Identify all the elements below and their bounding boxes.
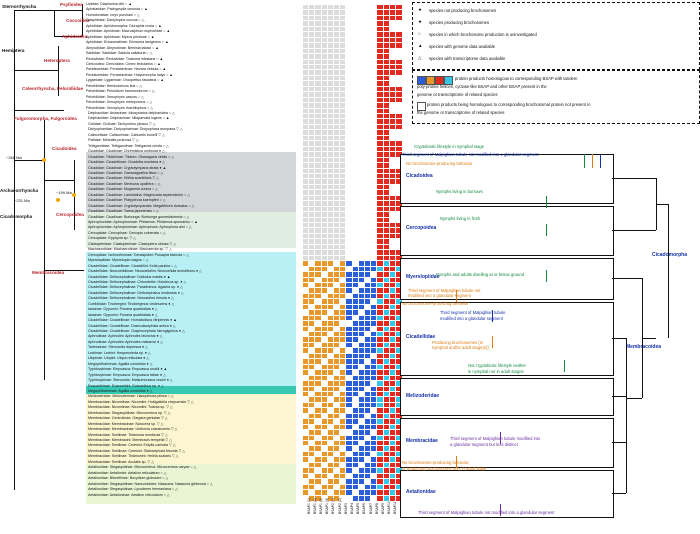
taxon-label: Cicadellidae: Cicadellinae: Homalodisca vitripennis ● ▲ — [88, 318, 177, 323]
rp-annotation: Third segment of Malpighian tubule not modified into a glandular segment — [402, 152, 539, 157]
taxon-label: Cicadellidae: Cicadellinae: Draeculacephala antica ● △ — [88, 323, 176, 328]
matrix-column-label: BSAP5 — [356, 503, 361, 514]
taxon-label: Delphacidae: Asiracinae: Idiosystatus delphacidea ○ △ — [88, 111, 175, 115]
taxon-label: Membracidae: Nicomiinae: Nicomiini: Holdgatiella chepuensis ▽ △ — [88, 399, 194, 404]
taxon-label: Machaerotidae: Machaerotinae: Machaerota sp. ▽ △ — [88, 247, 172, 252]
age-label-268: ~268 Ma — [6, 155, 22, 160]
taxon-label: Melizoderidae: Melizoderinae: Llanquihuea pilosa ○ △ — [88, 394, 174, 399]
tree-branch — [14, 110, 64, 111]
rp-name-cicadellidae: Cicadellidae — [406, 334, 436, 340]
clade-label-fulgoromorpha: Fulgoromorpha, Fulgoroidea — [14, 116, 77, 121]
matrix-column-label: BSAP6 — [362, 503, 367, 514]
color-legend-line-5: the genome or transcriptome of related species — [417, 110, 505, 115]
matrix-column-label: BSAP1 (1) — [306, 497, 311, 514]
taxon-label: Peloridiidae: Xenophyes cascus ○ △ — [86, 94, 144, 99]
bsap-presence-matrix — [300, 2, 408, 514]
taxon-label: Tartessinae: Stenocotis depressa ● △ — [88, 345, 148, 350]
taxon-label: Diaspididae: Dactylopius coccus ○ △ — [86, 18, 145, 23]
rp-name-membracidae: Membracidae — [406, 438, 438, 444]
color-legend-line-4: protein products being homologous to corresponding brochosomal protein not present in — [427, 102, 591, 107]
taxon-label: Cixiidae: Cixiinae: Tachycixius pilosus ▽ △ — [88, 121, 156, 126]
rp-annotation: Nymphs and adults dwelling at or below ground — [436, 272, 524, 277]
rp-annotation: nymphal and/or adult stage(s)) — [432, 345, 489, 350]
age-label-199: ~199 Ma — [56, 190, 72, 195]
legend-symbol-open: ○ — [418, 31, 421, 36]
taxon-label: Coelidiidae: Tinobregmi: Tinobregmus viridescens ● △ — [88, 301, 175, 306]
rp-annotation: Third segment of Malpighian tubule not modified into a glandular segment — [418, 510, 555, 515]
matrix-column-label: BSAP7 — [368, 503, 373, 514]
taxon-label: Aphrophoridae: Aphrophorinae: Philaenus: Philaenus spumarius ○ ▲ — [88, 220, 198, 224]
taxon-label: Cicadidae: Cicadinae: Burbunga: Burbunga gunnedahensis ○ △ — [88, 214, 190, 219]
legend-symbol-filled: ★ — [418, 7, 423, 12]
taxon-label: Pentatomidae: Pentatominae: Halyomorpha halys ○ ▲ — [86, 72, 173, 77]
taxon-label: Cicadellidae: Deltocephalinae: Nesosteles hirsuta ● △ — [88, 296, 174, 301]
taxon-label: Cicadellidae: Cicadellinae: Cicadellini: Kolla paulula ○ △ — [88, 263, 178, 268]
taxon-label: Aphrodinae: Aphrodini: Aphrodes makarovi ● △ — [88, 339, 164, 344]
taxon-label: Cicadellidae: Deltocephalinae: Paraliminus: Agasha sp. ● △ — [88, 285, 183, 290]
taxon-label: Cicadidae: Cicadinae: Lamotialna: Magicicada septendecim ○ △ — [88, 192, 191, 197]
clade-label-cicadoidea: Cicadoidea — [52, 146, 77, 151]
legend-symbol-text: species with genome data available — [429, 44, 496, 49]
taxon-label: Membracidae: Membracinae: Notocera sp. ▽ △ — [88, 421, 164, 426]
taxon-label: Evacanthinae: Evacanthini: Evacanthus sp. ● △ — [88, 383, 164, 388]
matrix-column-label: BSAP10 — [387, 501, 392, 514]
matrix-column-label: BSAP2 (1) — [331, 497, 336, 514]
symbol-legend-box — [412, 2, 700, 70]
taxon-label: Typhlocybinae: Stenocotis: Matsumurasca onukii ● △ — [88, 378, 173, 383]
taxon-label: Aetalionidae: Biturritiinae: Bocydium globulare ○ △ — [88, 476, 169, 481]
tree-branch — [54, 10, 55, 36]
rp-annotation: modified into a glandular segment — [408, 293, 471, 298]
taxon-label: Cicadidae: Cicadinae: Meimuna opalifera ○ △ — [88, 181, 161, 186]
taxon-label: Caliscelidae: Caliscelinae: Caliscelis bonelli ▽ △ — [88, 132, 165, 137]
taxon-label: Cicadellidae: Neocoelidiinae: Neocoelidiini: Neocoelidia tumidifrons ● △ — [88, 269, 202, 274]
matrix-column-label: BSAP4 — [350, 503, 354, 514]
rp-connector — [612, 230, 656, 231]
tree-branch — [44, 180, 74, 181]
taxon-label: Cicadidae: Cicadinae: Chremistica umbrosa ● △ — [88, 149, 165, 154]
taxon-label: Megophthalminae: Agallia constricta ● △ — [88, 361, 153, 366]
rp-annotation: Nymphs living in froth — [440, 216, 481, 221]
tick-green — [584, 154, 585, 168]
taxon-label: Aphididae: Aphidinae: Myzus persicae ○ ▲ — [86, 34, 155, 39]
taxon-label: Membracidae: Smiliinae: Ceresini: Entylia carinata ▽ △ — [88, 443, 176, 448]
clade-label-coccoidea: Coccoidea — [66, 18, 90, 23]
taxon-label: Reduviidae: Reduviidae: Triatoma infestans ○ ▲ — [86, 56, 164, 61]
taxon-label: Cercopidae: Epyxyzia sp. ▽ △ — [88, 236, 137, 241]
rp-annotation: Third segment of Malpighian tubule modified into — [450, 436, 541, 441]
rp-annotation: modified into a glandular segment — [440, 316, 503, 321]
clade-label-hemiptera: Hemiptera — [2, 48, 25, 53]
taxon-label: Cicadidae: Cicadinae: Mogannia conica ○ △ — [88, 187, 159, 192]
node-age-marker — [42, 158, 46, 162]
taxon-label: Typhlocybinae: Empoasca: Empoasca fabae ● △ — [88, 372, 166, 377]
age-label-231: ~231 Ma — [14, 198, 30, 203]
tree-branch — [14, 70, 58, 71]
taxon-label: Clastopteridae: Clastopterinae: Clastoptera obtusa ▽ △ — [88, 241, 177, 246]
taxon-label: Pentatomidae: Pentatominae: Nezara viridula ○ ▲ — [86, 67, 167, 72]
legend-symbol-text: species producing brochosomes — [429, 20, 490, 25]
rp-annotation: Third segment of Malpighian tubule — [440, 310, 506, 315]
clade-label-heteroptera: Heteroptera — [44, 58, 70, 63]
rp-name-aetalionidae: Aetalionidae — [406, 489, 436, 495]
taxon-label: Cicadidae: Cicadinae: Tanna japonensis ○ △ — [88, 209, 159, 214]
matrix-column-label: BSAP8 — [374, 503, 379, 514]
clade-label-cicadomorpha: Cicadomorpha — [0, 214, 33, 219]
taxon-label: Peloridiidae: Peloridium hammoniorum ○ △ — [86, 89, 155, 94]
taxon-label: Dictyopharidae: Dictyopharinae: Dictyophara europaea ▽ △ — [88, 127, 183, 132]
tick-green — [546, 224, 547, 236]
tick-orange — [492, 336, 493, 348]
taxon-label: Membracidae: Smiliinae: Telamonini: Heliria scalaris ▽ △ — [88, 454, 179, 459]
rp-annotation: No brochosome-producing behavior — [406, 161, 473, 166]
legend-symbol-text: species in which brochosome production is uninvestigated — [429, 32, 537, 37]
legend-symbol-text: species not producing brochosomes — [429, 8, 497, 13]
taxon-label: Aetalionidae: Aetalioninae: Aetalion reticulatum ○ △ — [88, 492, 170, 497]
taxon-label: Membracidae: Centrotinae: Gargara genistae ▽ △ — [88, 416, 168, 421]
tick-green — [546, 196, 547, 208]
color-legend-line-1: protein products homologous to corresponding BSAP with tandem — [455, 76, 578, 81]
clade-label-psylloidea: Psylloidea — [60, 2, 83, 7]
rp-annotation: Nymphs living in burrows — [436, 189, 483, 194]
rp-name-cercopoidea: Cercopoidea — [406, 225, 437, 231]
taxon-label: Cicadidae: Cicadinae: Platypleura kaempferi ○ △ — [88, 198, 166, 203]
taxon-label: Aetalionidae: Stegaspidinae: Nassunioides: Nassunia: Nassunia gibberula ○ △ — [88, 481, 213, 486]
matrix-column-label: BSAP1 (4) — [325, 497, 330, 514]
taxon-label: Lygaeidae: Lygaeinae: Oncopeltus fasciatus ○ ▲ — [86, 78, 164, 83]
matrix-column-label: BSAP1 (2) — [312, 497, 317, 514]
rp-annotation: No brochosome-producing behavior — [402, 301, 469, 306]
rp-annotation: Not cryptobiotic lifestyle neither — [468, 363, 526, 368]
matrix-column-label: BSAP2 (2) — [337, 497, 342, 514]
rp-box-cercopoidea — [400, 206, 614, 256]
rp-annotation: or producing brochosomes only in adult stage — [402, 466, 487, 471]
taxon-label: Aleyrodidae: Aleyrodinae: Bemisia tabaci ○ ▲ — [86, 45, 159, 50]
taxon-label: Cicadidae: Cicadinae: Gaeanagrafina flava ○ △ — [88, 170, 164, 175]
tick-green — [564, 360, 565, 372]
taxon-label: Cicadellidae: Deltocephalinae: Chlorotettix: Holotrixus sp. ● △ — [88, 279, 187, 284]
taxon-label: Ledrinae: Ledrini: Hespenoleda sp. ● △ — [88, 350, 151, 355]
taxon-label: Delphacidae: Delphacinae: Nilaparvata lugens ○ ▲ — [88, 116, 170, 121]
rp-annotation: Cryptobiotic lifestyle in nymphal stage — [414, 144, 485, 149]
legend-symbol-open: △ — [418, 55, 422, 60]
rp-annotation: Producing brochosomes (in — [432, 340, 483, 345]
rp-name-cicadoidea: Cicadoidea — [406, 173, 433, 179]
rp-name-cicadomorpha: Cicadomorpha — [652, 252, 688, 258]
color-legend-line-2: poly-proline helices, cyclase-like BSAP and other BSAP present in the — [417, 84, 547, 89]
clade-label-archaeorrhyncha: Archaeorrhyncha — [0, 188, 39, 193]
matrix-column-label: BSAP3 — [343, 503, 348, 514]
rp-connector — [612, 442, 626, 443]
taxon-label: Typhlocybinae: Empoasca: Empoasca onukii ● ▲ — [88, 367, 168, 372]
clade-label-cercopoidea: Cercopoidea — [56, 212, 84, 217]
node-age-marker — [56, 198, 60, 202]
taxon-label: Membracidae: Stegaspidinae: Microcentrus sp. ▽ △ — [88, 410, 171, 415]
taxon-label: Peloridiidae: Xenophyes metoponcus ○ △ — [86, 100, 153, 105]
taxon-label: Membracidae: Membracini: Membracis tempella ▽ △ — [88, 438, 173, 442]
rp-annotation: Third segment of Malpighian tubule not — [408, 288, 481, 293]
taxon-label: Aphrodinae: Aphrodini: Aphrodes bicinctus ● △ — [88, 334, 163, 339]
taxon-label: Aphididae: Aphidinae: Macrosiphum euphorbiae ○ ▲ — [86, 29, 171, 34]
taxon-label: Flatidae: Metcalfa pruinosa ▽ △ — [88, 138, 139, 143]
taxon-label: Cicadellidae: Cicadellinae: Graphocephala hieroglyphica ● △ — [88, 329, 185, 333]
character-evolution-panel — [396, 140, 700, 534]
taxon-label: Cicadidae: Tibicininae: Tibicen: Okanagana viridis ○ △ — [88, 154, 175, 159]
tick-green — [546, 270, 547, 282]
matrix-column-label: BSAP1 (3) — [319, 497, 323, 514]
tree-branch — [14, 10, 15, 490]
taxon-label: Cicadidae: Cicadinae: Cryptotympanata: Megatibicen dorsatus ○ △ — [88, 203, 195, 208]
taxon-label: Iassinae: Gyponini: Ponana quadrialata ● △ — [88, 307, 158, 312]
matrix-column-label: BSAP11 — [393, 501, 398, 514]
taxon-label: Cercopidae: Cercopinae: Cercopis vulnerata ○ △ — [88, 230, 166, 235]
taxon-label: Liviidae: Diaphorina citri ○ ▲ — [86, 2, 132, 6]
taxon-label: Aphrophoridae: Aphrophorinae: Aphrophora: Aphrophora alni ○ △ — [88, 225, 192, 230]
node-age-marker — [72, 193, 76, 197]
taxon-label: Cimicoidea: Cimicoidea: Cimex lectularius ○ ▲ — [86, 61, 161, 66]
rp-connector — [612, 396, 626, 397]
clade-label-coleorrhyncha: Coleorrhyncha, Peloridiidae — [22, 86, 84, 91]
legend-symbol-filled: ▲ — [418, 43, 423, 48]
phylogeny-panel — [0, 0, 300, 534]
tree-branch — [14, 10, 54, 11]
taxon-label: Membracidae: Smiliinae: Acutalis sp. ▽ △ — [88, 459, 155, 464]
taxon-label: Cicadidae: Cicadinae: Cryptotympana atrata ● ▲ — [88, 165, 167, 170]
rp-name-myerslopiidae: Myerslopiidae — [406, 274, 440, 280]
taxon-label: Aphalaridae: Pachypsylla venusta ○ ▲ — [86, 7, 148, 12]
taxon-label: Cicadidae: Cicadettinae: Cicadetta montana ● △ — [88, 160, 166, 165]
rp-connector — [612, 178, 656, 179]
matrix-column-label: BSAP9 — [381, 503, 385, 514]
rp-name-melizoderidae: Melizoderidae — [406, 393, 440, 399]
rp-connector — [642, 338, 656, 339]
color-legend-box — [412, 70, 700, 124]
clade-label-sternorrhyncha: Sternorrhyncha — [2, 4, 37, 9]
taxon-label: Peloridiidae: Hemiodoecus leai ○ △ — [86, 83, 143, 88]
taxon-label: Iassinae: Gyponini: Ponana quadrialata ● △ — [88, 312, 158, 317]
taxon-label: Peloridiidae: Xenophyes rhachilophus ○ △ — [86, 105, 154, 110]
rp-connector — [626, 398, 642, 399]
tree-branch — [54, 10, 82, 11]
taxon-label: Aphididae: Eriosomatinae: Eriosoma lanigerum ○ ▲ — [86, 40, 169, 45]
legend-symbol-text: species with transcriptome data available — [429, 56, 506, 61]
rp-connector — [612, 338, 626, 339]
rp-annotation: a glandular segment but less distinct — [450, 442, 518, 447]
rp-connector — [612, 278, 642, 279]
taxon-label: Cicadidae: Cicadinae: Klithia scantillaris ▽ △ — [88, 176, 160, 181]
rp-connector — [668, 204, 669, 338]
rp-annotation: No brochosome-producing behavior, — [402, 460, 470, 465]
rp-connector — [612, 493, 626, 494]
tick-orange — [592, 154, 593, 168]
taxon-label: Megophthalminae: Agallia constricta ● △ — [88, 388, 153, 393]
rp-annotation: in nymphal nor in adult stages — [468, 369, 524, 374]
rp-name-membracoidea: Membracoidea — [626, 344, 662, 350]
clade-label-membracoidea: Membracoidea — [32, 270, 65, 275]
legend-symbol-open: ★ — [418, 19, 423, 24]
taxon-label: Membracidae: Smiliinae: Telamona monticola ▽ △ — [88, 432, 168, 437]
taxon-label: Aetalionidae: Aetalionini: Aetalion reticulatum ○ △ — [88, 470, 167, 475]
taxon-label: Aetalionidae: Stegaspidinae: Microcentrus: Microcentrus caryae ○ △ — [88, 465, 197, 470]
taxon-label: Saldidae: Saldidae: Saldula saltatoria ○ △ — [86, 51, 153, 56]
taxon-label: Cicadellidae: Deltocephalinae: Deltocephalus modestus ● △ — [88, 290, 184, 295]
taxon-label: Membracidae: Membracinae: Umbonia crassicornis ▽ △ — [88, 427, 178, 432]
taxon-label: Aetalionidae: Stegaspidinae: Lycoderes hermaniana ○ △ — [88, 487, 178, 492]
taxon-label: Homotomidae: Ioryx purchasi ○ △ — [86, 12, 140, 17]
tick-blue — [600, 154, 601, 168]
taxon-label: Myerslopiidae: Myerslopia magna ○ △ — [88, 258, 149, 263]
taxon-label: Tettigarctidae: Tettigarctinae: Tettigarcta crinita ○ △ — [88, 143, 169, 148]
taxon-label: Ulopinae: Ulopini: Ulopa reticulata ● △ — [88, 356, 150, 361]
tree-branch — [14, 160, 44, 161]
clade-label-aphidoidea: Aphidoidea — [62, 34, 88, 39]
taxon-label: Membracidae: Smiliinae: Ceresini: Stictocephala bisonia ▽ △ — [88, 448, 186, 453]
rp-connector — [656, 204, 668, 205]
taxon-label: Cicadellidae: Deltocephalinae: Dalbulus maidis ● ▲ — [88, 274, 171, 279]
rp-connector — [626, 338, 627, 493]
color-legend-line-3: genome or transcriptome of related species — [417, 92, 498, 97]
taxon-label: Membracidae: Nicomiinae: Nicomiini: Tolania sp. ▽ △ — [88, 405, 173, 410]
taxon-label: Cercopidae: Ischnorhininae: Tomaspidini: Prosapia bicincta ○ △ — [88, 252, 189, 257]
taxon-label: Aphididae: Aphidomorpha: Diuraphis noxia ○ ▲ — [86, 23, 162, 28]
